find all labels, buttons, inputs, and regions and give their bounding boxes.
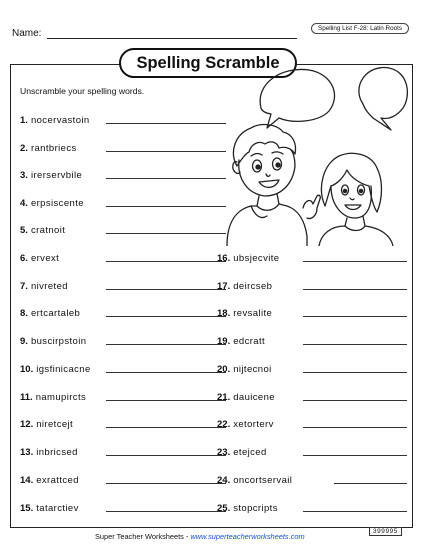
footer-credit bbox=[95, 532, 305, 541]
list-item: 15. tatarctiev bbox=[20, 500, 79, 514]
boy-face bbox=[239, 150, 295, 196]
list-item: 11. namupircts bbox=[20, 389, 86, 403]
girl-hair bbox=[321, 153, 381, 212]
spelling-list-tag: Spelling List F-28: Latin Roots bbox=[311, 23, 409, 34]
answer-line[interactable] bbox=[303, 427, 407, 428]
answer-line[interactable] bbox=[106, 316, 226, 317]
list-item: 13. inbricsed bbox=[20, 444, 78, 458]
answer-line[interactable] bbox=[106, 400, 226, 401]
answer-line[interactable] bbox=[106, 261, 226, 262]
worksheet-title-text: Spelling Scramble bbox=[136, 53, 280, 72]
answer-line[interactable] bbox=[303, 455, 407, 456]
boy-shirt bbox=[227, 204, 307, 246]
answer-line[interactable] bbox=[303, 289, 407, 290]
kids-illustration bbox=[221, 56, 411, 246]
list-item: 19. edcratt bbox=[217, 333, 265, 347]
boy-mouth bbox=[259, 180, 279, 187]
list-item: 4. erpsiscente bbox=[20, 195, 84, 209]
list-item: 18. revsalite bbox=[217, 305, 272, 319]
answer-line[interactable] bbox=[106, 344, 226, 345]
answer-line[interactable] bbox=[303, 261, 407, 262]
answer-line[interactable] bbox=[106, 455, 226, 456]
list-item: 7. nivreted bbox=[20, 278, 68, 292]
answer-line[interactable] bbox=[303, 344, 407, 345]
girl-shirt bbox=[319, 226, 393, 246]
answer-line[interactable] bbox=[106, 483, 226, 484]
list-item: 25. stopcripts bbox=[217, 500, 278, 514]
list-item: 10. igsfinicacne bbox=[20, 361, 91, 375]
answer-line[interactable] bbox=[106, 511, 226, 512]
list-item: 5. cratnoit bbox=[20, 222, 65, 236]
footer-brand: Super Teacher Worksheets - bbox=[95, 532, 191, 541]
answer-line[interactable] bbox=[334, 483, 407, 484]
speech-bubble-left bbox=[260, 69, 334, 128]
answer-line[interactable] bbox=[106, 123, 226, 124]
footer-url-link[interactable]: www.superteacherworksheets.com bbox=[190, 532, 305, 541]
answer-line[interactable] bbox=[106, 178, 226, 179]
worksheet-code: 399995 bbox=[369, 527, 402, 536]
answer-line[interactable] bbox=[106, 233, 226, 234]
answer-line[interactable] bbox=[106, 206, 226, 207]
list-item: 1. nocervastoin bbox=[20, 112, 90, 126]
boy-hair bbox=[233, 125, 295, 166]
girl-mouth bbox=[345, 205, 361, 210]
list-item: 6. ervext bbox=[20, 250, 59, 264]
answer-line[interactable] bbox=[106, 151, 226, 152]
answer-line[interactable] bbox=[303, 511, 407, 512]
speech-bubble-right bbox=[359, 68, 407, 130]
name-label: Name: bbox=[12, 28, 42, 39]
answer-line[interactable] bbox=[303, 372, 407, 373]
name-line[interactable] bbox=[47, 38, 297, 39]
answer-line[interactable] bbox=[303, 400, 407, 401]
answer-line[interactable] bbox=[303, 316, 407, 317]
list-item: 17. deircseb bbox=[217, 278, 272, 292]
answer-line[interactable] bbox=[106, 427, 226, 428]
list-item: 12. niretcejt bbox=[20, 416, 73, 430]
list-item: 21. dauicene bbox=[217, 389, 275, 403]
boy-hand bbox=[303, 195, 320, 218]
list-item: 2. rantbriecs bbox=[20, 140, 77, 154]
list-item: 20. nijtecnoi bbox=[217, 361, 272, 375]
answer-line[interactable] bbox=[106, 372, 226, 373]
list-item: 22. xetorterv bbox=[217, 416, 274, 430]
instructions: Unscramble your spelling words. bbox=[20, 86, 145, 96]
list-item: 9. buscirpstoin bbox=[20, 333, 86, 347]
list-item: 8. ertcartaleb bbox=[20, 305, 80, 319]
list-item: 14. exrattced bbox=[20, 472, 79, 486]
girl-face bbox=[331, 186, 371, 218]
list-item: 23. etejced bbox=[217, 444, 267, 458]
list-item: 16. ubsjecvite bbox=[217, 250, 279, 264]
list-item: 3. irerservbile bbox=[20, 167, 82, 181]
list-item: 24. oncortservail bbox=[217, 472, 292, 486]
answer-line[interactable] bbox=[106, 289, 226, 290]
